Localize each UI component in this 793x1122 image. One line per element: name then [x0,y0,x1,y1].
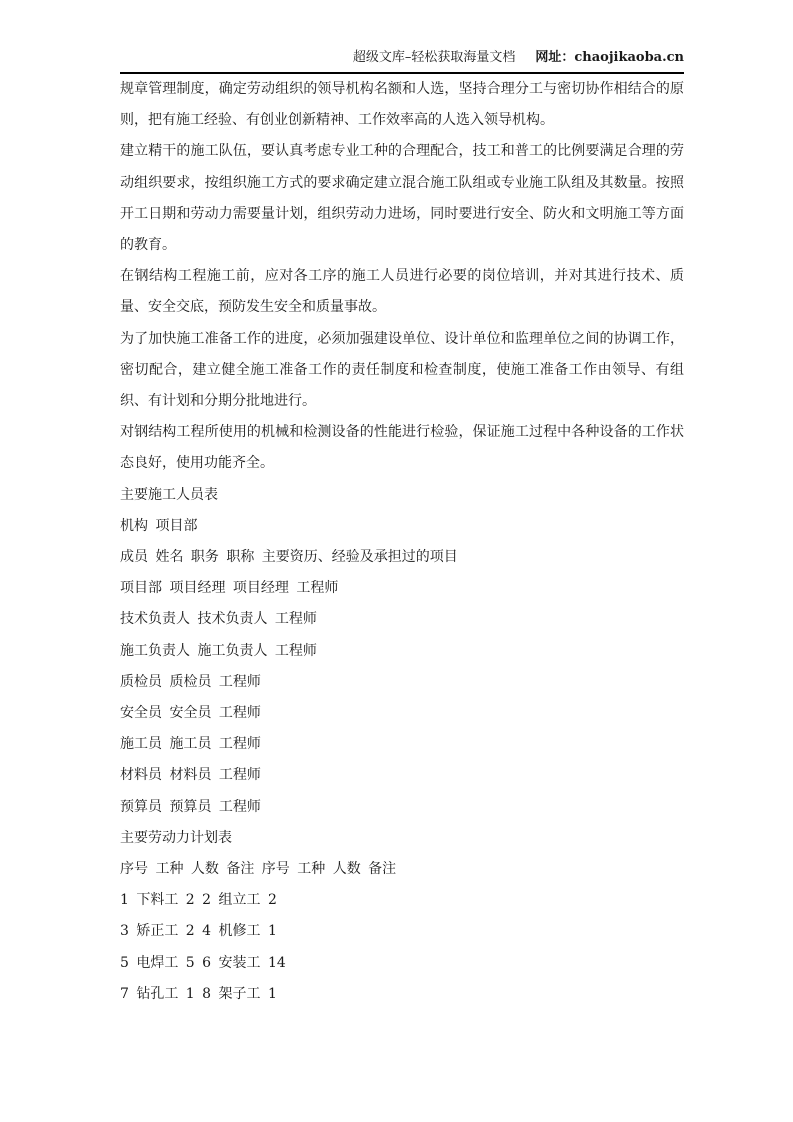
personnel-table-row: 安全员 安全员 工程师 [120,705,261,722]
watermark-header [120,50,684,74]
document-body [120,74,684,1010]
paragraph: 在钢结构工程施工前，应对各工序的施工人员进行必要的岗位培训，并对其进行技术、质量、安全交底，预防发生安全和质量事故。 [120,268,684,316]
personnel-table-row: 项目部 项目经理 项目经理 工程师 [120,580,339,597]
personnel-table-row: 施工员 施工员 工程师 [120,736,261,753]
personnel-table-row: 技术负责人 技术负责人 工程师 [120,611,317,628]
brand-text: 超级文库–轻松获取海量文档 [352,50,516,65]
paragraph: 建立精干的施工队伍，要认真考虑专业工种的合理配合，技工和普工的比例要满足合理的劳动组织要求，按组织施工方式的要求确定建立混合施工队组或专业施工队组及其数量。按照开工日期和劳动力需要量计划，组织劳动力进场，同时要进行安全、防火和文明施工等方面的教育。 [120,143,684,254]
personnel-table-row: 施工负责人 施工负责人 工程师 [120,642,317,659]
labor-table-row: 7 钻孔工 1 8 架子工 1 [120,985,277,1002]
personnel-table-org-line: 机构 项目部 [120,517,198,534]
paragraph: 为了加快施工准备工作的进度，必须加强建设单位、设计单位和监理单位之间的协调工作，密切配合，建立健全施工准备工作的责任制度和检查制度，使施工准备工作由领导、有组织、有计划和分期分批地进行。 [120,330,684,410]
labor-table-header-line: 序号 工种 人数 备注 序号 工种 人数 备注 [120,861,397,878]
personnel-table-row: 预算员 预算员 工程师 [120,798,261,815]
personnel-table-title: 主要施工人员表 [120,486,218,503]
labor-table-row: 5 电焊工 5 6 安装工 14 [120,954,286,971]
labor-table-row: 1 下料工 2 2 组立工 2 [120,892,277,909]
paragraph: 规章管理制度，确定劳动组织的领导机构名额和人选，坚持合理分工与密切协作相结合的原则，把有施工经验、有创业创新精神、工作效率高的人选入领导机构。 [120,81,684,129]
personnel-table-header-line: 成员 姓名 职务 职称 主要资历、经验及承担过的项目 [120,549,458,566]
personnel-table-row: 材料员 材料员 工程师 [120,767,261,784]
labor-table-row: 3 矫正工 2 4 机修工 1 [120,923,277,940]
paragraph: 对钢结构工程所使用的机械和检测设备的性能进行检验，保证施工过程中各种设备的工作状态良好，使用功能齐全。 [120,424,684,472]
labor-table-title: 主要劳动力计划表 [120,829,232,846]
site-address: 网址：chaojikaoba.cn [535,50,684,65]
personnel-table-row: 质检员 质检员 工程师 [120,673,261,690]
